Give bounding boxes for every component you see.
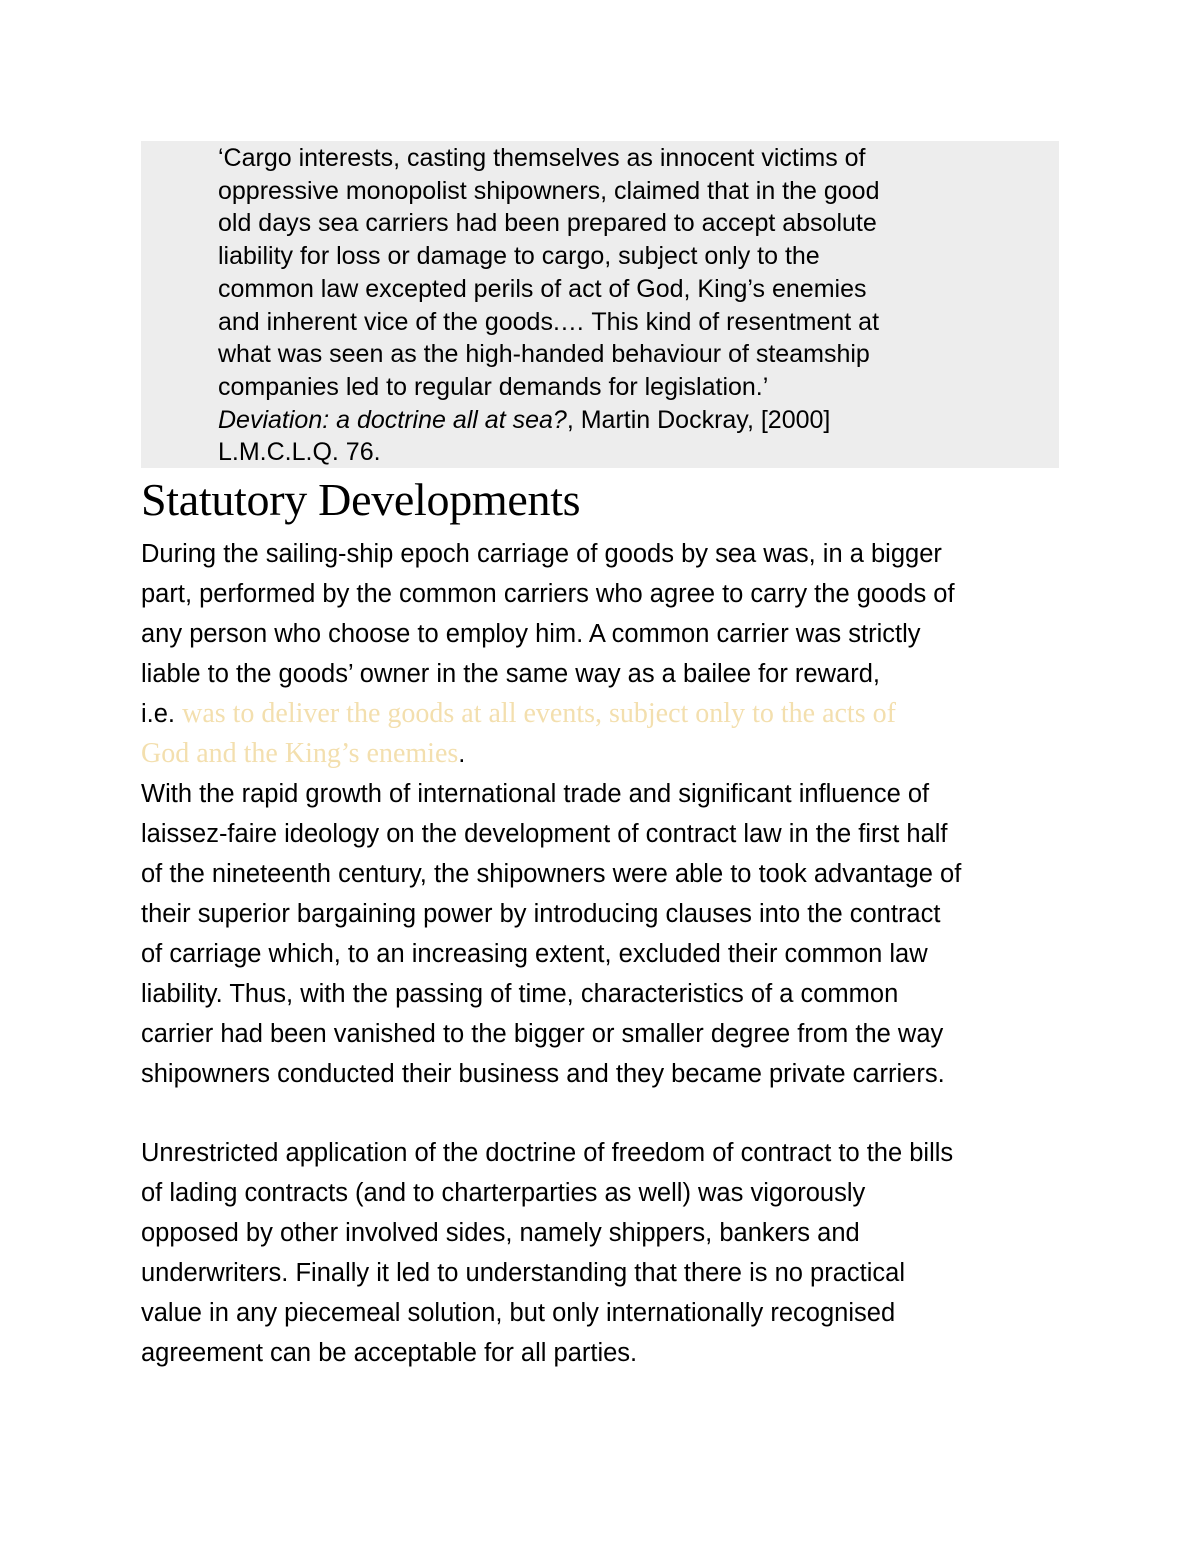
paragraph-freedom-of-contract bbox=[141, 1133, 1071, 1373]
paragraph-international-trade bbox=[141, 774, 1071, 1094]
quote-line: companies led to regular demands for legislation.’ bbox=[218, 372, 769, 401]
paragraph-line: of lading contracts (and to charterparties as well) was vigorously bbox=[141, 1179, 866, 1207]
paragraph-line: opposed by other involved sides, namely shippers, bankers and bbox=[141, 1219, 860, 1247]
quote-source bbox=[218, 404, 1059, 437]
paragraph-line: liable to the goods’ owner in the same way as a bailee for reward, bbox=[141, 660, 880, 688]
paragraph-line: shipowners conducted their business and they became private carriers. bbox=[141, 1060, 945, 1088]
paragraph-line: of the nineteenth century, the shipowners were able to took advantage of bbox=[141, 860, 962, 888]
faint-text: God and the King’s enemies bbox=[141, 738, 459, 769]
paragraph-line: With the rapid growth of international trade and significant influence of bbox=[141, 780, 930, 808]
quote-source-title: Deviation: a doctrine all at sea? bbox=[218, 405, 567, 434]
paragraph-line: any person who choose to employ him. A common carrier was strictly bbox=[141, 620, 921, 648]
section-heading: Statutory Developments bbox=[141, 474, 581, 525]
block-quote bbox=[141, 141, 1059, 468]
faint-text: was to deliver the goods at all events, subject only to the acts of bbox=[182, 698, 896, 729]
paragraph-line: laissez-faire ideology on the development of contract law in the first half bbox=[141, 820, 948, 848]
ie-prefix: i.e. bbox=[141, 700, 183, 728]
quote-line: liability for loss or damage to cargo, subject only to the bbox=[218, 242, 820, 271]
paragraph-line: Unrestricted application of the doctrine of freedom of contract to the bills bbox=[141, 1139, 954, 1167]
paragraph-line: value in any piecemeal solution, but only internationally recognised bbox=[141, 1299, 896, 1327]
paragraph-line bbox=[141, 694, 1071, 734]
quote-source-citation: L.M.C.L.Q. 76. bbox=[218, 438, 381, 467]
quote-source-author: , Martin Dockray, [2000] bbox=[566, 405, 831, 434]
quote-line: what was seen as the high-handed behaviour of steamship bbox=[218, 340, 870, 369]
quote-line: and inherent vice of the goods.… This kind of resentment at bbox=[218, 307, 880, 336]
paragraph-line bbox=[141, 734, 1071, 774]
paragraph-line: their superior bargaining power by introducing clauses into the contract bbox=[141, 900, 941, 928]
paragraph-line: of carriage which, to an increasing extent, excluded their common law bbox=[141, 940, 928, 968]
paragraph-common-carriers bbox=[141, 534, 1071, 774]
paragraph-line: part, performed by the common carriers who agree to carry the goods of bbox=[141, 580, 955, 608]
quote-line: oppressive monopolist shipowners, claimed that in the good bbox=[218, 176, 880, 205]
paragraph-line: liability. Thus, with the passing of time, characteristics of a common bbox=[141, 980, 899, 1008]
quote-line: old days sea carriers had been prepared to accept absolute bbox=[218, 209, 877, 238]
quote-line: ‘Cargo interests, casting themselves as innocent victims of bbox=[218, 144, 866, 172]
paragraph-line: carrier had been vanished to the bigger or smaller degree from the way bbox=[141, 1020, 944, 1048]
quote-line: common law excepted perils of act of God, King’s enemies bbox=[218, 274, 867, 303]
end-period: . bbox=[458, 740, 466, 768]
paragraph-line: During the sailing-ship epoch carriage of goods by sea was, in a bigger bbox=[141, 540, 942, 568]
paragraph-line: agreement can be acceptable for all parties. bbox=[141, 1339, 638, 1367]
paragraph-line: underwriters. Finally it led to understanding that there is no practical bbox=[141, 1259, 905, 1287]
